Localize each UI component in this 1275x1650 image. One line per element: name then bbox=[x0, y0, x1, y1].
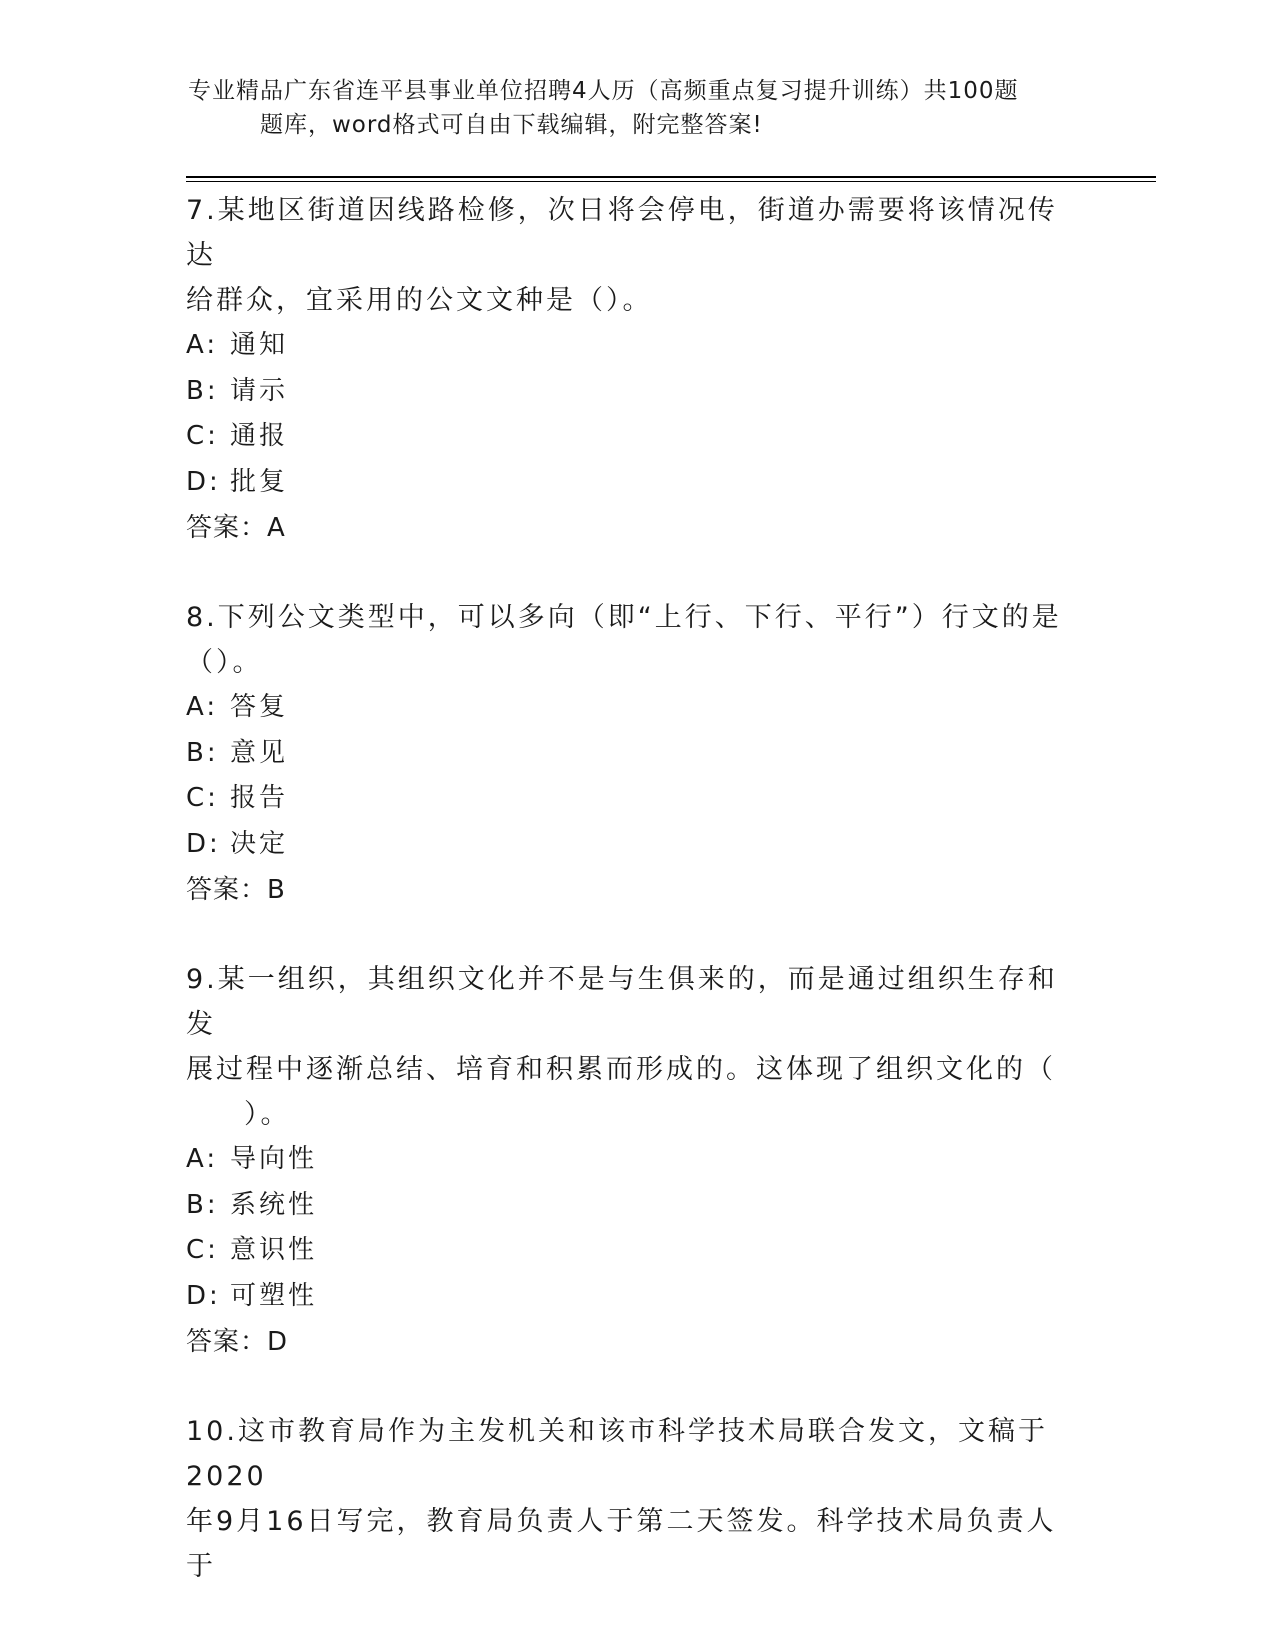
option-letter: B: bbox=[186, 737, 219, 768]
option-letter: A: bbox=[186, 330, 219, 360]
answer-label: 答案： bbox=[186, 875, 268, 905]
option-c bbox=[186, 414, 1076, 460]
option-text: 报告 bbox=[230, 783, 289, 813]
answer-value: B bbox=[267, 875, 286, 905]
question-stem-line: 10.这市教育局作为主发机关和该市科学技术局联合发文，文稿于2020 bbox=[186, 1416, 1048, 1492]
option-a bbox=[186, 323, 1076, 369]
option-text: 导向性 bbox=[230, 1144, 318, 1174]
header-divider-thin bbox=[186, 181, 1156, 182]
answer-label: 答案： bbox=[186, 1327, 268, 1357]
option-d bbox=[186, 822, 1076, 868]
option-letter: D: bbox=[186, 466, 221, 497]
option-text: 通知 bbox=[230, 330, 289, 360]
document-title-line-2: 题库，word格式可自由下载编辑，附完整答案! bbox=[260, 112, 763, 138]
option-b bbox=[186, 1183, 1076, 1229]
option-b bbox=[186, 369, 1076, 415]
answer-line bbox=[186, 505, 1076, 551]
option-text: 批复 bbox=[230, 466, 289, 497]
option-d bbox=[186, 460, 1076, 506]
option-letter: C: bbox=[186, 783, 219, 813]
question-item bbox=[186, 957, 1076, 1365]
option-letter: C: bbox=[186, 1235, 219, 1265]
option-letter: A: bbox=[186, 1144, 219, 1174]
question-stem-text: ）。 bbox=[244, 1099, 291, 1130]
answer-line bbox=[186, 1319, 1076, 1365]
answer-value: D bbox=[267, 1327, 289, 1357]
question-stem-line: （）。 bbox=[186, 647, 263, 678]
question-item bbox=[186, 1409, 1076, 1589]
option-text: 决定 bbox=[230, 828, 289, 859]
option-a bbox=[186, 1137, 1076, 1183]
option-letter: A: bbox=[186, 692, 219, 722]
option-text: 系统性 bbox=[230, 1189, 318, 1220]
option-a bbox=[186, 685, 1076, 731]
question-stem-line bbox=[186, 1092, 1076, 1137]
document-title-line-1: 专业精品广东省连平县事业单位招聘4人历（高频重点复习提升训练）共100题 bbox=[188, 78, 1019, 104]
option-letter: D: bbox=[186, 1280, 221, 1311]
question-item bbox=[186, 595, 1076, 913]
answer-label: 答案： bbox=[186, 513, 268, 543]
answer-line bbox=[186, 867, 1076, 913]
option-text: 答复 bbox=[230, 692, 289, 722]
option-letter: B: bbox=[186, 1189, 219, 1220]
option-text: 请示 bbox=[230, 375, 289, 406]
option-letter: D: bbox=[186, 828, 221, 859]
answer-value: A bbox=[267, 513, 286, 543]
header-divider-thick bbox=[186, 176, 1156, 178]
option-c bbox=[186, 776, 1076, 822]
question-item bbox=[186, 188, 1076, 551]
question-stem-line: 给群众，宜采用的公文文种是（）。 bbox=[186, 285, 653, 316]
option-c bbox=[186, 1228, 1076, 1274]
option-b bbox=[186, 731, 1076, 777]
document-header bbox=[188, 74, 1068, 142]
option-letter: B: bbox=[186, 375, 219, 406]
option-letter: C: bbox=[186, 421, 219, 451]
option-text: 可塑性 bbox=[230, 1280, 318, 1311]
option-text: 意见 bbox=[230, 737, 289, 768]
question-stem-line: 9.某一组织，其组织文化并不是与生俱来的，而是通过组织生存和发 bbox=[186, 964, 1058, 1040]
question-stem-line: 年9月16日写完，教育局负责人于第二天签发。科学技术局负责人于 bbox=[186, 1506, 1057, 1582]
question-stem-line: 8.下列公文类型中，可以多向（即“上行、下行、平行”）行文的是 bbox=[186, 602, 1062, 633]
question-stem-line: 展过程中逐渐总结、培育和积累而形成的。这体现了组织文化的（ bbox=[186, 1054, 1056, 1085]
question-list bbox=[186, 188, 1076, 1633]
option-d bbox=[186, 1274, 1076, 1320]
question-stem-line: 7.某地区街道因线路检修，次日将会停电，街道办需要将该情况传达 bbox=[186, 195, 1058, 271]
option-text: 意识性 bbox=[230, 1235, 318, 1265]
option-text: 通报 bbox=[230, 421, 289, 451]
